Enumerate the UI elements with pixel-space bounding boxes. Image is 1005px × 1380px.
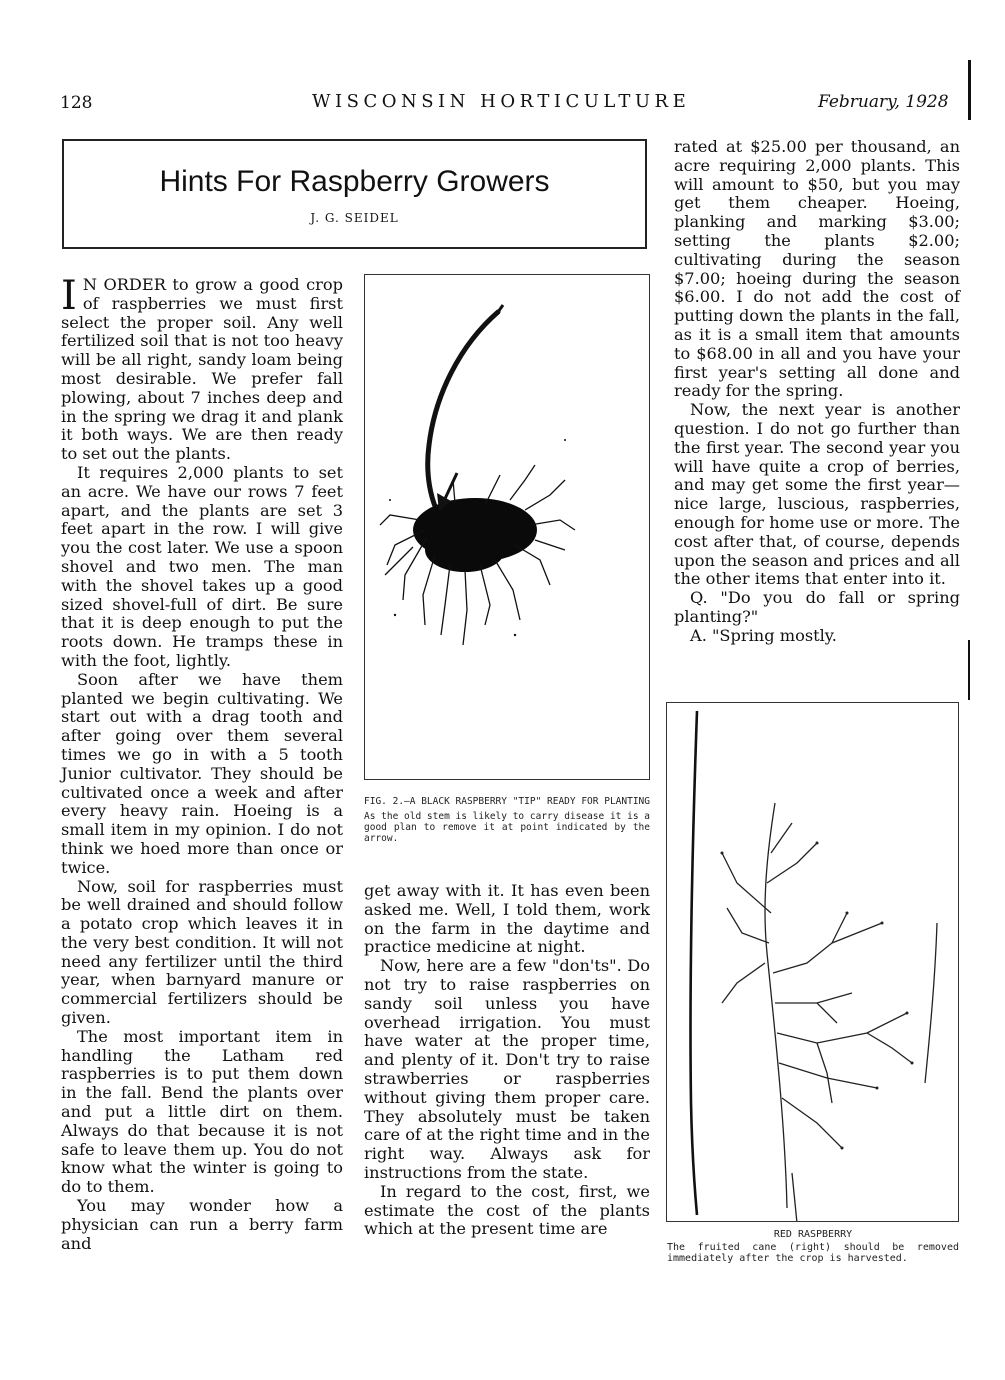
figure-2-caption-text: The fruited cane (right) should be removed immediately after the crop is harvested. xyxy=(667,1242,959,1264)
figure-1-caption xyxy=(364,796,650,844)
paragraph-11: Now, the next year is another question. I do not go further than the first year. The second year you will have quite a crop of berries, and may get some the first year—nice large, luscious, raspberries, enough for home use or more. The cost after that, of course, depends upon the season and prices and all the other items that enter into it. xyxy=(674,400,960,589)
column-1 xyxy=(61,273,343,1253)
paragraph-9: In regard to the cost, first, we estimate the cost of the plants which at the present time are xyxy=(364,1181,650,1239)
article-author: J. G. SEIDEL xyxy=(310,211,399,225)
drop-cap: I xyxy=(61,273,77,319)
paragraph-10: rated at $25.00 per thousand, an acre requiring 2,000 plants. This will amount to $50, but you may get them cheaper. Hoeing, planking and marking $3.00; setting the plants $2.00; cultivating during the season $7.00; hoeing during the season $6.00. I do not add the cost of putting down the plants in the fall, as it is a small item that amounts to $68.00 in all and you have your first year's setting all done and ready for the spring. xyxy=(674,137,960,401)
figure-1-caption-title: FIG. 2.—A BLACK RASPBERRY "TIP" READY FOR PLANTING xyxy=(364,796,650,807)
red-raspberry-photo xyxy=(666,702,959,1222)
raspberry-tip-illustration xyxy=(365,275,649,779)
paragraph-7: get away with it. It has even been asked me. Well, I told them, work on the farm in the daytime and practice medicine at night. xyxy=(364,881,650,957)
paragraph-8: Now, here are a few "don'ts". Do not try to raise raspberries on sandy soil unless you have overhead irrigation. You must have water at the proper time, and plenty of it. Don't try to raise strawberries or raspberries without giving them proper care. They absolutely must be taken care of at the right time and in the right way. Always ask for instructions from the state. xyxy=(364,956,650,1182)
paragraph-6: You may wonder how a physician can run a berry farm and xyxy=(61,1196,343,1253)
paragraph-3: Soon after we have them planted we begin cultivating. We start out with a drag tooth and after going over them several times we go in with a 5 tooth Junior cultivator. They should be cultivated once a week and after every heavy rain. Hoeing is a small item in my opinion. I do not think we hoed more than once or twice. xyxy=(61,669,343,877)
figure-2-caption xyxy=(667,1229,959,1264)
figure-2-caption-title: RED RASPBERRY xyxy=(773,1229,853,1240)
article-title: Hints For Raspberry Growers xyxy=(159,165,550,198)
page-number: 128 xyxy=(60,93,93,113)
paragraph-1-text: N ORDER to grow a good crop of raspberries we must first select the proper soil. Any well fertilized soil that is not too heavy will be all right, sandy loam being most desirable. We prefer fall plowing, about 7 inches deep and in the spring we drag it and plank it both ways. We are then ready to set out the plants. xyxy=(61,275,343,464)
paragraph-2: It requires 2,000 plants to set an acre. We have our rows 7 feet apart, and the plants are set 3 feet apart in the row. I will give you the cost later. We use a spoon shovel and two men. The man with the shovel takes up a good sized shovel-full of dirt. Be sure that it is deep enough to put the roots down. He tramps these in with the foot, lightly. xyxy=(61,462,343,670)
column-2 xyxy=(364,882,650,1239)
column-3 xyxy=(674,138,960,646)
figure-1-caption-text: As the old stem is likely to carry disease it is a good plan to remove it at point indicated by the arrow. xyxy=(364,811,650,844)
paragraph-5: The most important item in handling the Latham red raspberries is to put them down in the fall. Bend the plants over and put a little dirt on them. Always do that because it is not safe to leave them up. You do not know what the winter is going to do to them. xyxy=(61,1026,343,1197)
article-title-box xyxy=(62,139,647,249)
paragraph-1 xyxy=(61,273,343,464)
journal-title: WISCONSIN HORTICULTURE xyxy=(312,91,691,112)
margin-rule xyxy=(968,60,971,120)
answer: A. "Spring mostly. xyxy=(690,625,837,645)
issue-date: February, 1928 xyxy=(818,92,949,112)
red-raspberry-cane-illustration xyxy=(667,703,958,1221)
black-raspberry-photo xyxy=(364,274,650,780)
paragraph-4: Now, soil for raspberries must be well drained and should follow a potato crop which leaves it in the very best condition. It will not need any fertilizer until the third year, when barnyard manure or commercial fertilizers should be given. xyxy=(61,876,343,1028)
question: Q. "Do you do fall or spring planting?" xyxy=(674,588,960,626)
margin-rule-lower xyxy=(968,640,970,700)
